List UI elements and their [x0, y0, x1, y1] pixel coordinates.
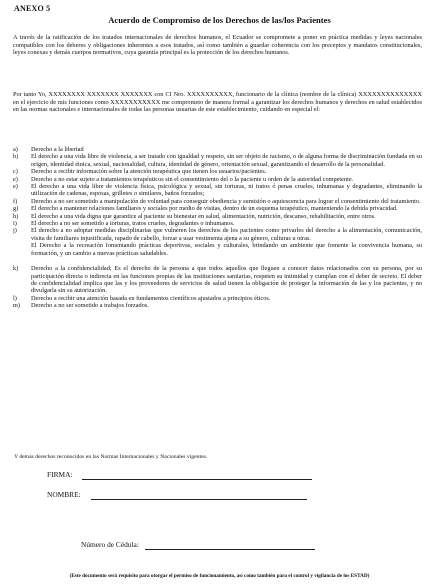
list-item-text: El derecho a una vida digna que garantice al paciente su bienestar en salud, alimentación, nutrición, descanso, rehabilitación, entre otros.: [31, 212, 376, 220]
list-item-text: El derecho a no ser sometido a torturas, tratos crueles, degradantes o inhumanos.: [31, 220, 235, 228]
signature-label: FIRMA:: [47, 470, 73, 479]
list-item: [13, 213, 422, 220]
document-title: Acuerdo de Compromiso de los Derechos de las/los Pacientes: [108, 15, 331, 25]
list-item-text: Derecho a no ser sometido a manipulación de voluntad para conseguir obediencia y sumisión o aquiescencia para lograr el consentimiento del tratamiento.: [31, 197, 421, 205]
list-item: [13, 220, 422, 227]
list-marker: h): [13, 212, 19, 220]
list-item-text: Derecho a no estar sujeto a tratamientos terapéuticos sin el consentimiento del o la paciente u orden de la autoridad competente.: [31, 175, 354, 183]
list-item-text: El Derecho a la recreación fomentando prácticas deportivas, sociales y culturales, brindando un ambiente que fomente la convivencia humana, su formación, y un cambio a nuevas prácticas saludables.: [31, 242, 422, 257]
footer-rights-text: Y demás derechos reconocidos en las Normas Internacionales y Nacionales vigentes.: [14, 454, 208, 460]
list-item-text: Derecho a recibir una atención basada en fundamentos científicos ajustados a principios éticos.: [31, 294, 271, 302]
list-item-text: Derecho a recibir información sobre la atención terapéutica que tienen los usuarios/pacientes.: [31, 168, 267, 176]
list-item: [13, 205, 422, 212]
list-item-text: El derecho a una vida libre de violencia, a ser tratado con igualdad y respeto, sin ser objeto de racismo, o de alguna forma de discriminación fundada en su origen, identidad étnica, sexual, nacionalidad, cultura, identidad de género, orientación sexual, garantizando el desarrollo de la personalidad.: [31, 153, 422, 168]
list-item-text: Derecho a no ser sometido a trabajos forzados.: [31, 302, 149, 310]
list-item: [13, 198, 422, 205]
list-item-text: Derecho a la confidencialidad; Es el derecho de la persona a que todos aquellos que lleguen a conocer datos relacionados con su persona, por su participación directa o indirecta en las funciones propias de las instituciones sanitarias, respeten su intimidad y cumplan con el deber de secreto. El deber de confidencialidad implica que las y los proveedores de servicios de salud tienen la obligación de proteger la información de las y los pacientes, y no divulgarla sin su autorización.: [31, 265, 422, 295]
list-item: [13, 295, 422, 302]
list-item: [13, 183, 422, 198]
name-label: NOMBRE:: [47, 490, 81, 499]
list-marker: b): [13, 153, 19, 161]
id-number-line[interactable]: [145, 549, 315, 550]
list-item: [13, 153, 422, 168]
list-item-text: Derecho a la libertad: [31, 146, 84, 153]
list-item: [13, 146, 422, 153]
id-number-label: Número de Cédula:: [81, 540, 139, 549]
list-marker: j): [13, 227, 17, 235]
list-marker: e): [13, 175, 18, 183]
list-item-text: El derecho a no adoptar medidas disciplinarias que vulneren los derechos de los pacientes como privarles del derecho a la alimentación, comunicación, visita de familiares injustificada, rapado de cabello, forzar a usar vestimenta ajena a su género, culturas u otras.: [31, 227, 422, 242]
list-marker: c): [13, 168, 18, 176]
signature-line[interactable]: [82, 479, 312, 480]
list-marker: e): [13, 183, 18, 191]
list-item: [13, 227, 422, 242]
list-item: [13, 168, 422, 175]
list-item-text: El derecho a mantener relaciones familiares y sociales por medio de visitas, dentro de un esquema terapéutico, manteniendo la debida privacidad.: [31, 205, 398, 213]
list-marker: a): [13, 146, 18, 153]
list-item: [13, 242, 422, 257]
list-item: [13, 176, 422, 183]
list-marker: g): [13, 205, 19, 213]
list-marker: f): [13, 197, 18, 205]
list-marker: l): [13, 294, 17, 302]
list-item: [13, 302, 422, 309]
list-marker: k): [13, 265, 19, 273]
list-item-text: El derecho a una vida libre de violencia física, psicológica y sexual, sin torturas, ni tratos ó penas crueles, inhumanas y degradantes, eliminando la utilización de cadenas, esposas, grilletes o similares, baños forzados;: [31, 183, 422, 198]
name-line[interactable]: [91, 499, 307, 500]
intro-paragraph: A través de la ratificación de los tratados internacionales de derechos humanos, el Ecuador se compromete a poner en práctica medidas y leyes nacionales compatibles con los deberes y obligaciones inherentes a esos tratados, así como también a guardar coherencia con los preceptos y mandatos constitucionales, leyes conexas y demás cuerpos normativos, cuya garantía principal es la protección de los derechos humanos.: [13, 34, 422, 57]
requirement-note: (Este documento será requisito para otorgar el permiso de funcionamiento, así como también para el control y vigilancia de los ESTAD): [69, 573, 370, 579]
annex-label: ANEXO 5: [14, 4, 51, 13]
rights-list: [13, 146, 422, 310]
list-item: [13, 265, 422, 295]
list-marker: i): [13, 220, 17, 228]
list-marker: m): [13, 302, 20, 310]
commitment-paragraph: Por tanto Yo, XXXXXXXX XXXXXXX XXXXXXX con CI Nro. XXXXXXXXXX, funcionario de la clínica (nombre de la clínica) XXXXXXXXXXXXXX en el ejercicio de mis funciones como XXXXXXXXXXX me comprometo de manera formal a garantizar los derechos humanos y derechos en salud establecidos en las normas nacionales e internacionales de todas las personas usuarias de este establecimiento, cuidando en especial el:: [13, 91, 422, 114]
